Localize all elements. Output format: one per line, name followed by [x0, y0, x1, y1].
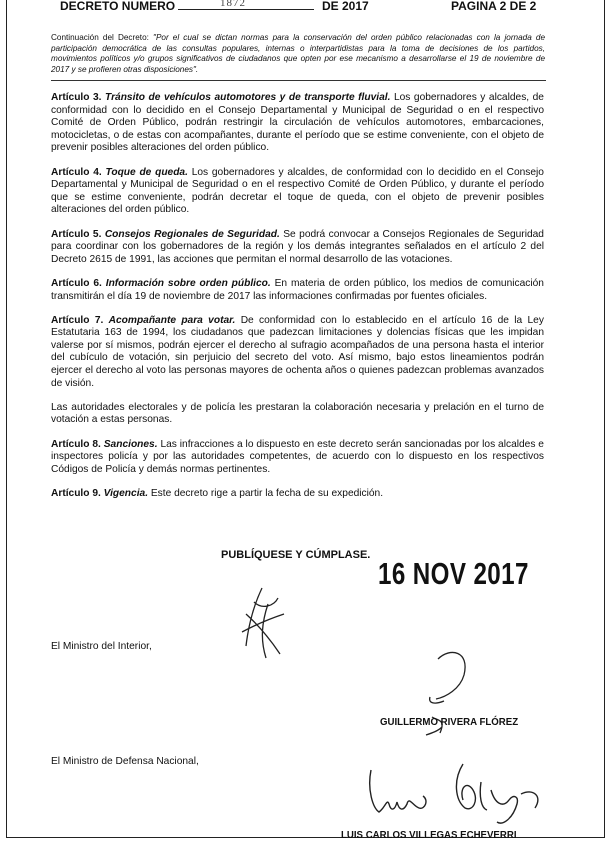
articles-body [51, 92, 544, 513]
divider [51, 80, 546, 81]
decree-number: 1872 [220, 0, 246, 9]
article-title: Sanciones. [103, 438, 158, 450]
article-label: Artículo 6. [51, 277, 102, 289]
decree-year: DE 2017 [322, 0, 369, 13]
article-text: Las autoridades electorales y de policía les prestaran la colaboración necesaria y prelación en el turno de votación a estas personas. [51, 401, 544, 426]
article-text: Los gobernadores y alcaldes, de conformidad con lo decidido en el Consejo Departamental y Municipal de Seguridad o en el respectivo Comité de Orden Público, y durante el período que se estime conveniente, podrán decretar el toque de queda, con el objeto de prevenir posibles alteraciones del orden público. [51, 166, 544, 216]
article-label: Artículo 7. [51, 314, 104, 326]
article-label: Artículo 8. [51, 438, 101, 450]
signatory-1-name: GUILLERMO RIVERA FLÓREZ [380, 716, 519, 728]
article-label: Artículo 3. [51, 92, 102, 103]
article-label: Artículo 5. [51, 228, 102, 240]
article-5 [51, 229, 544, 267]
signatory-2-name: LUIS CARLOS VILLEGAS ECHEVERRI [341, 829, 517, 841]
article-7-paragraph [51, 402, 544, 427]
continuation-text: "Por el cual se dictan normas para la conservación del orden público relacionadas con la jornada de participación democrática de las consultas populares, internas o interpartidistas para la toma de decisiones de los partidos, movimientos políticos y/o grupos significativos de ciudadanos que opten por ese mecanismo a desarrollarse el 19 de noviembre de 2017 y se profieren otras disposiciones". [51, 33, 545, 74]
article-title: Acompañante para votar. [108, 314, 236, 326]
decree-number-line [178, 9, 314, 10]
article-title: Tránsito de vehículos automotores y de transporte fluvial. [105, 92, 391, 103]
article-label: Artículo 9. [51, 488, 101, 500]
article-text: En materia de orden público, los medios de comunicación transmitirán el día 19 de noviembre de 2017 las informaciones confirmadas por fuentes oficiales. [51, 277, 544, 302]
continuation-label: Continuación del Decreto: [51, 33, 149, 42]
article-text: Las infracciones a lo dispuesto en este decreto serán sancionadas por los alcaldes e inspectores policía y por las autoridades competentes, de acuerdo con lo dispuesto en los respectivos Códigos de Policía y demás normas pertinentes. [51, 438, 544, 475]
page-header [0, 0, 613, 14]
signatory-1-role: El Ministro del Interior, [51, 641, 152, 652]
article-title: Vigencia. [103, 488, 149, 500]
presidential-signature [232, 584, 292, 664]
article-4 [51, 167, 544, 217]
continuation-note [51, 33, 545, 75]
article-label: Artículo 4. [51, 166, 102, 178]
article-7 [51, 315, 544, 390]
publish-statement: PUBLÍQUESE Y CÚMPLASE. [221, 549, 371, 561]
article-text: Se podrá convocar a Consejos Regionales de Seguridad para coordinar con los gobernadores de la región y los demás integrantes señalados en el artículo 2 del Decreto 2615 de 1991, las acciones que permitan el normal desarrollo de las votaciones. [51, 228, 544, 265]
defense-minister-signature [363, 760, 548, 830]
article-title: Toque de queda. [105, 166, 188, 178]
article-text: Los gobernadores y alcaldes, de conformidad con lo decidido en el Consejo Departamental y Municipal de Seguridad o en el respectivo Comité de Orden Público, podrán restringir la circulación de vehículos automotores, embarcaciones, motocicletas, o de estas con acompañantes, durante el período que se estime conveniente, con el objeto de prevenir posibles alteraciones del orden público. [51, 92, 544, 154]
decree-label: DECRETO NUMERO [60, 0, 176, 13]
date-stamp: 16 NOV 2017 [378, 556, 529, 591]
article-title: Consejos Regionales de Seguridad. [104, 228, 280, 240]
article-8 [51, 439, 544, 477]
page-number: PAGINA 2 DE 2 [451, 0, 537, 13]
article-9 [51, 488, 544, 501]
signatory-2-role: El Ministro de Defensa Nacional, [51, 756, 199, 767]
article-text: Este decreto rige a partir la fecha de su expedición. [150, 488, 384, 500]
article-6 [51, 278, 544, 303]
article-3 [51, 92, 544, 155]
article-text: De conformidad con lo establecido en el artículo 16 de la Ley Estatutaria 163 de 1994, los ciudadanos que padezcan limitaciones y dolencias físicas que les impidan valerse por sí mismos, podrán ejercer el derecho al sufragio acompañados de una persona hasta el interior del cubículo de votación, sin perjuicio del secreto del voto. Así mismo, bajo estos lineamientos podrán ejercer el derecho al voto las personas mayores de ochenta años o quienes padezcan problemas avanzados de visión. [51, 314, 544, 389]
article-title: Información sobre orden público. [105, 277, 271, 289]
